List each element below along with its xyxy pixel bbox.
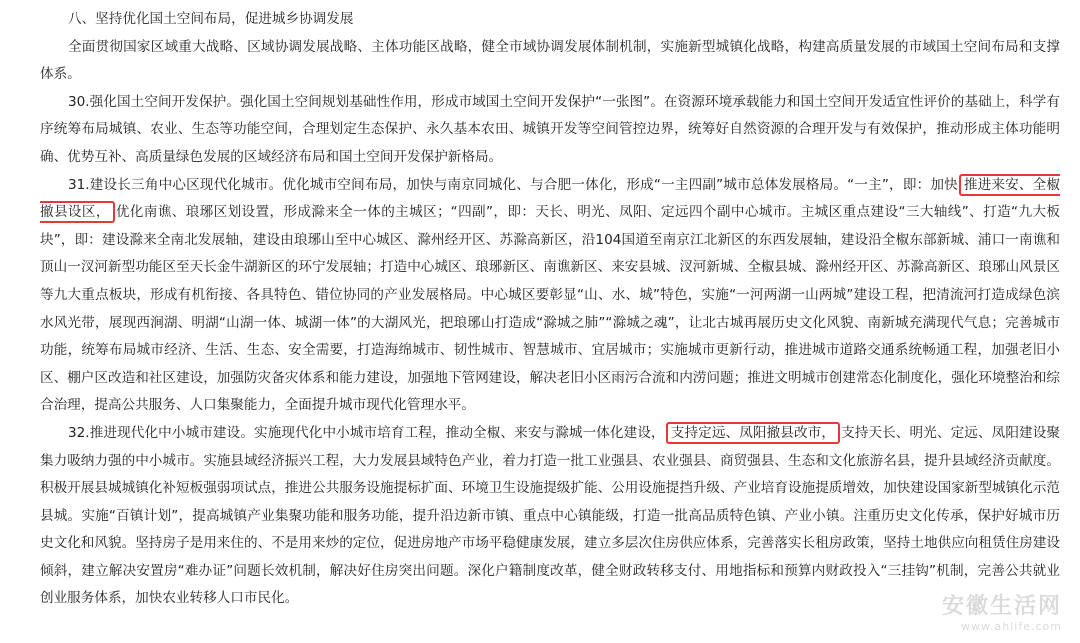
section-heading: 八、坚持优化国土空间布局，促进城乡协调发展 xyxy=(68,11,354,27)
paragraph-30: 30.强化国土空间开发保护。强化国土空间规划基础性作用，形成市域国土空间开发保护“一张图”。在资源环境承载能力和国土空间开发适宜性评价的基础上，科学有序统筹布局城镇、农业、生态等功能空间，合理划定生态保护、永久基本农田、城镇开发等空间管控边界，统筹好自然资源的合理开发与有效保护，推动形成主体功能明确、优势互补、高质量绿色发展的区域经济布局和国土空间开发保护新格局。 xyxy=(40,93,1060,165)
paragraph-32 xyxy=(40,420,1060,613)
p32-text-after: 支持天长、明光、定远、凤阳建设聚集力吸纳力强的中小城市。实施县域经济振兴工程，大力发展县域特色产业，着力打造一批工业强县、农业强县、商贸强县、生态和文化旅游名县，提升县域经济贡献度。积极开展县城城镇化补短板强弱项试点，推进公共服务设施提标扩面、环境卫生设施提级扩能、公用设施提挡升级、产业培育设施提质增效，加快建设国家新型城镇化示范县城。实施“百镇计划”，提高城镇产业集聚功能和服务功能，提升沿边新市镇、重点中心镇能级，打造一批高品质特色镇、产业小镇。注重历史文化传承，保护好城市历史文化和风貌。坚持房子是用来住的、不是用来炒的定位，促进房地产市场平稳健康发展，建立多层次住房供应体系，完善落实长租房政策，坚持土地供应向租赁住房建设倾斜，建立解决安置房“难办证”问题长效机制，解决好住房突出问题。深化户籍制度改革，健全财政转移支付、用地指标和预算内财政投入“三挂钩”机制，完善公共就业创业服务体系，加快农业转移人口市民化。 xyxy=(40,424,1061,607)
paragraph-31 xyxy=(40,172,1060,420)
p31-highlight-box: 推进来安、全椒撤县设区， xyxy=(40,174,1060,224)
document-body xyxy=(40,6,1060,613)
watermark-url: www.ahlife.com xyxy=(961,620,1062,633)
p32-text-before: 32.推进现代化中小城市建设。实施现代化中小城市培育工程，推动全椒、来安与滁城一体化建设， xyxy=(68,424,665,441)
p32-highlight-box: 支持定远、凤阳撤县改市， xyxy=(666,422,840,444)
p31-text-after: 优化南谯、琅琊区划设置，形成滁来全一体的主城区；“四副”，即：天长、明光、凤阳、定远四个副中心城市。主城区重点建设“三大轴线”、打造“九大板块”，即：建设滁来全南北发展轴，建设由琅琊山至中心城区、滁州经开区、苏滁高新区，沿104国道至南京江北新区的东西发展轴，建设沿全椒东部新城、浦口一南谯和顶山一汊河新型功能区至天长金牛湖新区的环宁发展轴；打造中心城区、琅琊新区、南谯新区、来安县城、汊河新城、全椒县城、滁州经开区、苏滁高新区、琅琊山风景区等九大重点板块，形成有机衔接、各具特色、错位协同的产业发展格局。中心城区要彰显“山、水、城”特色，实施“一河两湖一山两城”建设工程，把清流河打造成绿色滨水风光带，展现西涧湖、明湖“山湖一体、城湖一体”的大湖风光，把琅琊山打造成“滁城之肺”“滁城之魂”，让北古城再展历史文化风貌、南新城充满现代气息；完善城市功能，统筹布局城市经济、生活、生态、安全需要，打造海绵城市、韧性城市、智慧城市、宜居城市；实施城市更新行动，推进城市道路交通系统畅通工程，加强老旧小区、棚户区改造和社区建设，加强防灾备灾体系和能力建设，加强地下管网建设，解决老旧小区雨污合流和内涝问题；推进文明城市创建常态化制度化，强化环境整治和综合治理，提高公共服务、人口集聚能力，全面提升城市现代化管理水平。 xyxy=(40,204,1060,414)
intro-paragraph: 全面贯彻国家区域重大战略、区域协调发展战略、主体功能区战略，健全市域协调发展体制机制，实施新型城镇化战略，构建高质量发展的市域国土空间布局和支撑体系。 xyxy=(40,38,1060,83)
p31-text-before: 31.建设长三角中心区现代化城市。优化城市空间布局，加快与南京同城化、与合肥一体化，形成“一主四副”城市总体发展格局。“一主”，即：加快 xyxy=(68,176,958,193)
watermark-main: 安徽生活网 xyxy=(941,594,1062,619)
